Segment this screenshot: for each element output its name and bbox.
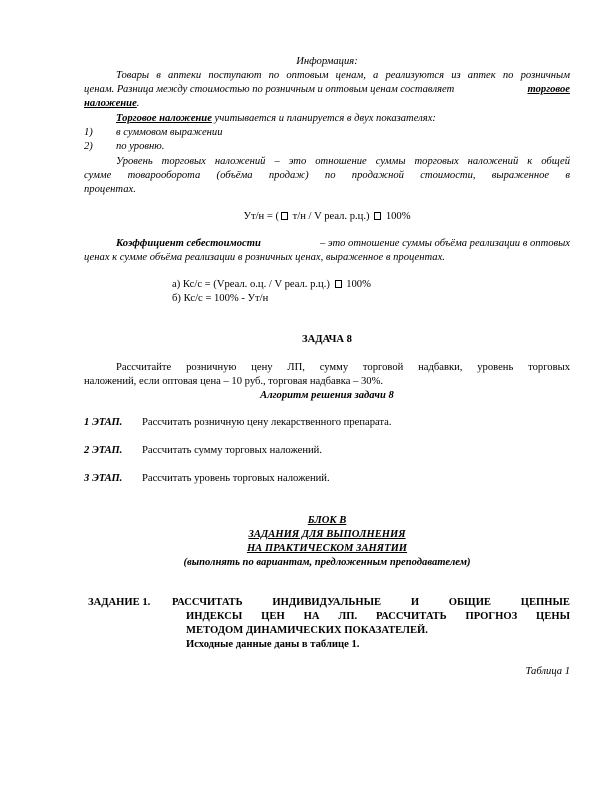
task1-line-1: РАССЧИТАТЬ ИНДИВИДУАЛЬНЫЕ И ОБЩИЕ ЦЕПНЫЕ: [172, 597, 570, 608]
block-b-note: (выполнять по вариантам, предложенным преподавателем): [183, 557, 471, 568]
formula-a: [172, 278, 371, 291]
formula-level: [84, 210, 570, 223]
list-item-text: в суммовом выражении: [116, 127, 223, 138]
task1-line-3: МЕТОДОМ ДИНАМИЧЕСКИХ ПОКАЗАТЕЛЕЙ.: [186, 625, 428, 636]
task8-step-text: Рассчитать уровень торговых наложений.: [142, 473, 330, 484]
info-paragraph-1-line-2: [84, 83, 570, 96]
task8-step: [84, 444, 322, 457]
info-paragraph-4-line-2: ценах к сумме объёма реализации в розничных ценах, выраженное в процентах.: [84, 252, 445, 263]
formula-level-part-2: т/н / V реал. р.ц.): [289, 211, 373, 222]
info-paragraph-2: [116, 112, 436, 125]
task8-title: ЗАДАЧА 8: [302, 334, 352, 345]
task1-line-4: Исходные данные даны в таблице 1.: [186, 639, 360, 650]
formula-b: б) Кс/с = 100% - Ут/н: [172, 293, 269, 304]
list-item-number: 2): [84, 141, 93, 152]
missing-glyph-box-icon: [374, 212, 381, 220]
formula-level-part-1: Ут/н = (: [243, 211, 279, 222]
task1-line-2: ИНДЕКСЫ ЦЕН НА ЛП. РАССЧИТАТЬ ПРОГНОЗ ЦЕНЫ: [186, 611, 570, 622]
list-item: [84, 126, 223, 139]
formula-a-text: а) Кс/с = (Vреал. о.ц. / V реал. р.ц.): [172, 279, 333, 290]
info-paragraph-3-line-3: процентах.: [84, 184, 136, 195]
info-paragraph-4-line-1: [116, 237, 570, 250]
task8-step-text: Рассчитать сумму торговых наложений.: [142, 445, 322, 456]
missing-glyph-box-icon: [335, 280, 342, 288]
task1-label: ЗАДАНИЕ 1.: [88, 597, 151, 608]
info-title: Информация:: [296, 56, 358, 67]
block-b-heading: БЛОК В: [307, 515, 347, 526]
missing-glyph-box-icon: [281, 212, 288, 220]
info-term-koefficient: Коэффициент себестоимости: [116, 238, 261, 249]
list-item-text: по уровню.: [116, 141, 165, 152]
info-term-nalozhenie: наложение: [84, 98, 137, 109]
list-item-number: 1): [84, 127, 93, 138]
formula-level-part-3: 100%: [383, 211, 411, 222]
task8-step-label: 2 ЭТАП.: [84, 445, 123, 456]
block-b-subtitle-1: ЗАДАНИЯ ДЛЯ ВЫПОЛНЕНИЯ: [248, 529, 406, 540]
block-b-subtitle-2: НА ПРАКТИЧЕСКОМ ЗАНЯТИИ: [246, 543, 408, 554]
info-term-torgovoe: торговое: [527, 84, 570, 95]
task8-step-text: Рассчитать розничную цену лекарственного препарата.: [142, 417, 392, 428]
info-paragraph-3-line-1: Уровень торговых наложений – это отношение суммы торговых наложений к общей: [116, 156, 570, 167]
table-caption: Таблица 1: [525, 666, 570, 677]
task8-step: [84, 416, 392, 429]
info-paragraph-1-period: .: [136, 98, 140, 109]
task8-algorithm-title: Алгоритм решения задачи 8: [260, 390, 394, 401]
info-paragraph-1-line-2-text: ценам. Разница между стоимостью по розничным и оптовым ценам составляет: [84, 84, 455, 95]
list-item: [84, 140, 164, 153]
info-paragraph-3-line-2: сумме товарооборота (объёма продаж) по продажной стоимости, выраженное в: [84, 170, 570, 181]
task8-line-2: наложений, если оптовая цена – 10 руб., торговая надбавка – 30%.: [84, 376, 384, 387]
info-paragraph-1-line-3: [84, 97, 139, 110]
formula-a-end: 100%: [343, 279, 371, 290]
info-term-torgovoe-nalozhenie: Торговое наложение: [116, 113, 212, 124]
task8-line-1: Рассчитайте розничную цену ЛП, сумму торговой надбавки, уровень торговых: [116, 362, 570, 373]
task8-step: [84, 472, 330, 485]
info-paragraph-4-line-1-rest: – это отношение суммы объёма реализации в оптовых: [319, 238, 570, 249]
task8-step-label: 3 ЭТАП.: [84, 473, 123, 484]
info-paragraph-2-rest: учитывается и планируется в двух показателях:: [211, 113, 436, 124]
info-paragraph-1-line-1: Товары в аптеки поступают по оптовым ценам, а реализуются из аптек по розничным: [116, 70, 570, 81]
task8-step-label: 1 ЭТАП.: [84, 417, 123, 428]
